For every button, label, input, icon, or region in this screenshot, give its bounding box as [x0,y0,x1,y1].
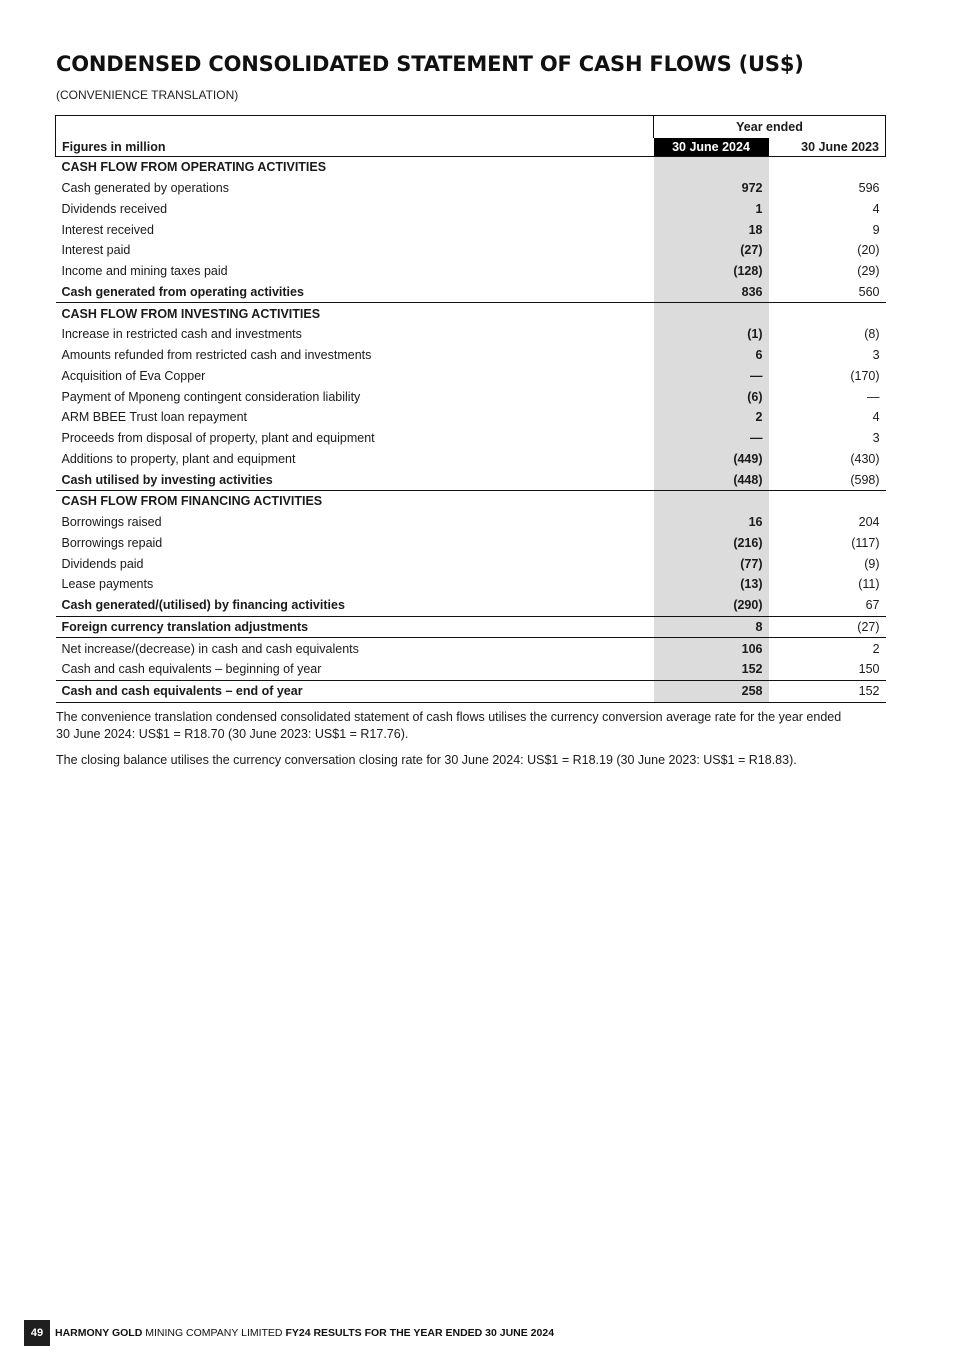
prior-year-value: (8) [864,327,880,342]
current-year-value: (128) [654,261,769,282]
current-year-header: 30 June 2024 [654,138,769,157]
table-row [56,574,886,595]
current-year-value: (6) [654,386,769,407]
table-row [56,240,886,261]
table-row [56,324,886,345]
table-row [56,219,886,240]
table-row [56,428,886,449]
footer-report-title: FY24 RESULTS FOR THE YEAR ENDED 30 JUNE 2024 [285,1327,555,1339]
prior-year-value: 3 [872,431,880,446]
table-row [56,533,886,554]
prior-year-value: 150 [858,662,880,677]
row-label: CASH FLOW FROM INVESTING ACTIVITIES [61,306,321,321]
prior-year-value: (29) [857,264,880,279]
prior-year-value: (598) [769,469,886,490]
row-label: ARM BBEE Trust loan repayment [61,410,247,425]
current-year-value: (1) [654,324,769,345]
current-year-value: (449) [654,449,769,470]
row-label: Cash and cash equivalents – beginning of year [61,662,322,677]
row-label: Payment of Mponeng contingent consideration liability [61,389,361,404]
prior-year-value: 596 [858,181,880,196]
table-row [56,407,886,428]
current-year-value: (448) [654,469,769,490]
footnote: The convenience translation condensed consolidated statement of cash flows utilises the currency conversion average rate for the year ended 30 June 2024: US$1 = R18.70 (30 June 2023: US$1 = R17.76). [56,710,842,741]
current-year-value: 836 [654,282,769,303]
prior-year-header: 30 June 2023 [769,138,886,157]
row-label: Additions to property, plant and equipment [61,451,296,466]
footer-text [55,1327,554,1339]
table-row [56,282,886,303]
footer-company-bold: HARMONY GOLD [55,1327,143,1339]
row-label: Dividends received [61,201,168,216]
current-year-value: 106 [654,638,769,659]
row-label: Interest received [61,222,154,237]
table-body [56,157,886,703]
row-label: Borrowings raised [61,515,162,530]
table-row [56,616,886,638]
prior-year-value: (117) [851,535,880,550]
current-year-value [654,491,769,512]
row-label: CASH FLOW FROM OPERATING ACTIVITIES [61,160,327,175]
cash-flow-table [55,115,886,703]
row-label: Cash utilised by investing activities [56,469,654,490]
prior-year-value: 2 [872,641,880,656]
prior-year-value: (20) [857,243,880,258]
row-label: Cash generated/(utilised) by financing activities [56,595,654,616]
prior-year-value: (27) [769,616,886,638]
prior-year-value: 4 [872,410,880,425]
table-row [56,199,886,220]
prior-year-value: (9) [864,556,880,571]
row-label: Cash and cash equivalents – end of year [56,680,654,702]
prior-year-value: 3 [872,348,880,363]
current-year-value: 1 [654,199,769,220]
row-label: Foreign currency translation adjustments [56,616,654,638]
header-row-year [56,116,886,139]
current-year-value: (27) [654,240,769,261]
row-label: Acquisition of Eva Copper [61,368,206,383]
page-number: 49 [24,1320,50,1346]
table-row [56,386,886,407]
current-year-value: 2 [654,407,769,428]
row-label: Net increase/(decrease) in cash and cash equivalents [61,641,359,656]
prior-year-value [769,157,886,178]
table-row [56,178,886,199]
footer-company-rest: MINING COMPANY LIMITED [142,1327,286,1339]
footnote: The closing balance utilises the currency conversation closing rate for 30 June 2024: US$1 = R18.19 (30 June 2023: US$1 = R18.83). [56,753,797,767]
prior-year-value: 4 [872,201,880,216]
table-row [56,261,886,282]
current-year-value: — [654,428,769,449]
label-column-header: Figures in million [56,138,654,157]
table-row [56,345,886,366]
prior-year-value: — [867,389,880,404]
prior-year-value: (11) [858,577,880,592]
current-year-value: 8 [654,616,769,638]
current-year-value [654,303,769,324]
cash-flow-table-container [55,115,885,703]
year-ended-header: Year ended [654,116,886,139]
table-row [56,659,886,680]
current-year-value: (290) [654,595,769,616]
header-row-columns [56,138,886,157]
prior-year-value: (170) [850,368,880,383]
current-year-value: (216) [654,533,769,554]
row-label: Dividends paid [61,556,144,571]
prior-year-value: 152 [769,680,886,702]
table-row [56,680,886,702]
table-row [56,512,886,533]
current-year-value: — [654,366,769,387]
prior-year-value: 204 [858,515,880,530]
current-year-value [654,157,769,178]
table-row [56,449,886,470]
row-label: Cash generated by operations [61,181,229,196]
current-year-value: 972 [654,178,769,199]
row-label: Income and mining taxes paid [61,264,228,279]
row-label: Amounts refunded from restricted cash and investments [61,348,372,363]
current-year-value: (77) [654,553,769,574]
prior-year-value [769,303,886,324]
table-row [56,303,886,324]
row-label: CASH FLOW FROM FINANCING ACTIVITIES [61,494,323,509]
row-label: Proceeds from disposal of property, plant and equipment [61,431,375,446]
page-title: CONDENSED CONSOLIDATED STATEMENT OF CASH FLOWS (US$) [56,52,804,76]
prior-year-value: (430) [850,451,880,466]
table-row [56,366,886,387]
row-label: Borrowings repaid [61,535,163,550]
current-year-value: 16 [654,512,769,533]
prior-year-value [769,491,886,512]
table-row [56,595,886,616]
row-label: Cash generated from operating activities [56,282,654,303]
row-label: Interest paid [61,243,131,258]
table-row [56,469,886,490]
current-year-value: (13) [654,574,769,595]
footnotes [56,709,856,778]
page-footer [24,1320,554,1346]
table-row [56,638,886,659]
table-row [56,553,886,574]
current-year-value: 258 [654,680,769,702]
prior-year-value: 560 [769,282,886,303]
table-row [56,157,886,178]
page-subtitle: (CONVENIENCE TRANSLATION) [56,88,239,102]
current-year-value: 6 [654,345,769,366]
table-row [56,491,886,512]
row-label: Increase in restricted cash and investments [61,327,302,342]
prior-year-value: 67 [769,595,886,616]
current-year-value: 18 [654,219,769,240]
prior-year-value: 9 [872,222,880,237]
current-year-value: 152 [654,659,769,680]
row-label: Lease payments [61,577,154,592]
